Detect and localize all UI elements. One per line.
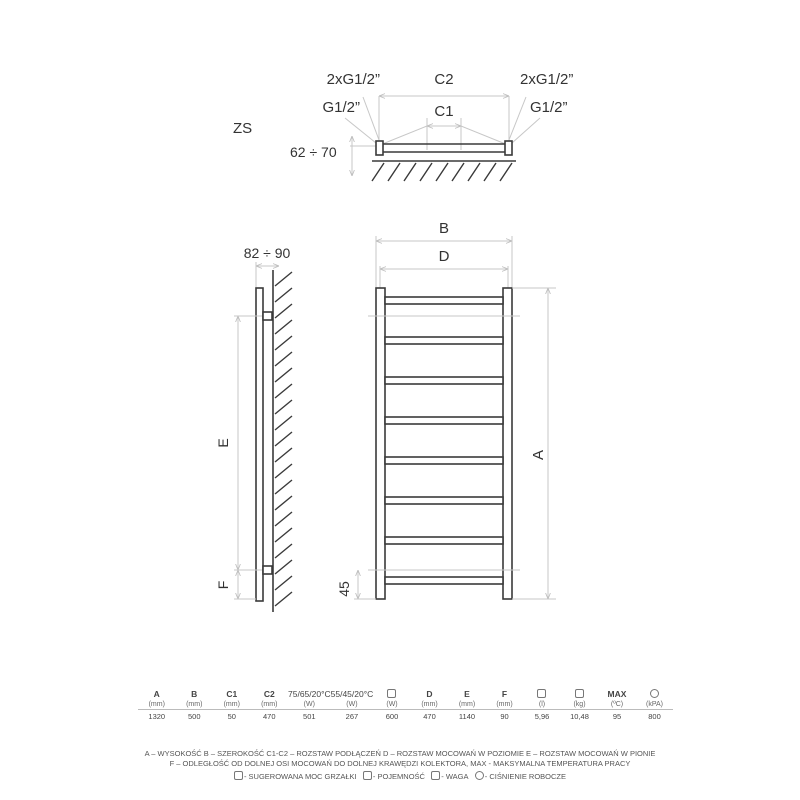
heater-icon [387, 689, 396, 698]
c1-left-leader [380, 126, 427, 145]
wall-hatch-line [275, 400, 292, 414]
side-view [215, 245, 292, 612]
legend-power: - SUGEROWANA MOC GRZAŁKI [243, 772, 357, 781]
top-view [233, 71, 573, 181]
b-label: B [438, 220, 450, 237]
spec-value-cell: 600 [373, 710, 411, 724]
spec-table [138, 688, 673, 723]
wall-hatch-line [275, 336, 292, 350]
spec-unit-cell: (mm) [421, 700, 438, 708]
heater-icon [234, 771, 243, 780]
spec-header-cell [636, 688, 674, 699]
wall-hatch-line [275, 384, 292, 398]
legend-weight: - WAGA [441, 772, 469, 781]
legend-line-2: F – ODLEGŁOŚĆ OD DOLNEJ OSI MOCOWAŃ DO DOLNEJ KRAWĘDZI KOLEKTORA, MAX - MAKSYMALNA TEMPERATURA PRACY [169, 759, 631, 768]
spec-unit-cell: (mm) [223, 700, 240, 708]
wall-distance-label: 62 ÷ 70 [290, 144, 337, 160]
heating-rung [385, 337, 503, 344]
capacity-icon [363, 771, 372, 780]
side-bracket-top [263, 312, 272, 320]
spec-value-cell: 5,96 [523, 710, 561, 724]
heating-rung [385, 377, 503, 384]
rung-group [385, 297, 503, 584]
model-label: ZS [233, 120, 253, 137]
spec-unit-cell: (mm) [186, 700, 203, 708]
legend-line-1: A – WYSOKOŚĆ B – SZEROKOŚĆ C1-C2 – ROZSTAW PODŁĄCZEŃ D – ROZSTAW MOCOWAŃ W POZIOMIE E – ROZSTAW MOCOWAŃ W PIONIE [144, 749, 656, 758]
spec-header-cell: 55/45/20°C [330, 688, 374, 699]
spec-header-cell: F [501, 688, 508, 699]
wall-hatch-line [275, 528, 292, 542]
left-inner-connection-label: G1/2” [322, 99, 360, 116]
wall-hatch-line [275, 480, 292, 494]
wall-hatch-line [275, 592, 292, 606]
spec-header-cell: C2 [263, 688, 275, 699]
spec-unit-cell: (ºC) [610, 700, 624, 708]
c2-label: C2 [434, 71, 454, 88]
wall-hatch-line [275, 272, 292, 286]
spec-value-cell: 470 [251, 710, 289, 724]
wall-hatch-line [275, 576, 292, 590]
spec-unit-cell: (mm) [261, 700, 278, 708]
spec-value-cell: 10,48 [561, 710, 599, 724]
pressure-icon [650, 689, 659, 698]
heating-rung [385, 417, 503, 424]
wall-hatch-line [275, 304, 292, 318]
legend-pressure: - CIŚNIENIE ROBOCZE [484, 772, 567, 781]
wall-hatch-line [275, 464, 292, 478]
right-inner-connection-label: G1/2” [530, 99, 568, 116]
spec-unit-cell: (l) [538, 700, 546, 708]
spec-value-cell: 501 [288, 710, 331, 724]
spec-unit-cell: (W) [303, 700, 315, 708]
wall-hatch-line [275, 320, 292, 334]
legend-icons-row [40, 771, 760, 781]
spec-header-cell: D [426, 688, 433, 699]
c1-label: C1 [434, 103, 454, 120]
right-collector-top [505, 141, 512, 155]
right-collector [503, 288, 512, 599]
wall-hatch-line [275, 512, 292, 526]
wall-hatch-line [275, 432, 292, 446]
side-bracket-bottom [263, 566, 272, 574]
spec-header-cell [523, 688, 561, 699]
wall-hatch-line [275, 288, 292, 302]
wall-hatch-line [275, 496, 292, 510]
right-outer-leader [509, 97, 526, 140]
spec-header-cell: C1 [226, 688, 238, 699]
spec-unit-cell: (kg) [573, 700, 586, 708]
front-view [336, 220, 556, 599]
heating-rung [385, 577, 503, 584]
spec-value-cell: 800 [636, 710, 674, 724]
spec-unit-cell: (mm) [148, 700, 165, 708]
weight-icon [575, 689, 584, 698]
left-collector [376, 288, 385, 599]
right-outer-connection-label: 2xG1/2” [520, 71, 574, 88]
pressure-icon [475, 771, 484, 780]
depth-label: 82 ÷ 90 [243, 245, 291, 261]
spec-values-row [138, 710, 673, 724]
spec-header-cell [561, 688, 599, 699]
spec-value-cell: 470 [411, 710, 449, 724]
wall-hatch-line [275, 368, 292, 382]
spec-header-cell [373, 688, 411, 699]
spec-value-cell: 95 [598, 710, 636, 724]
spec-value-cell: 1140 [448, 710, 486, 724]
left-inner-leader [345, 118, 376, 143]
d-label: D [438, 248, 450, 265]
spec-header-cell: E [464, 688, 470, 699]
spec-value-cell: 500 [176, 710, 214, 724]
spec-unit-cell: (W) [386, 700, 398, 708]
spec-value-cell: 50 [213, 710, 251, 724]
weight-icon [431, 771, 440, 780]
wall-hatch-side [275, 272, 292, 606]
left-collector-top [376, 141, 383, 155]
capacity-icon [537, 689, 546, 698]
spec-value-cell: 1320 [138, 710, 176, 724]
spec-unit-cell: (mm) [496, 700, 513, 708]
bottom-offset-label: 45 [336, 581, 352, 597]
heating-rung [385, 297, 503, 304]
spec-header-cell: A [153, 688, 160, 699]
heating-rung [385, 457, 503, 464]
spec-header-cell: 75/65/20°C [288, 688, 331, 699]
wall-hatch-top [372, 163, 512, 181]
wall-hatch-line [275, 560, 292, 574]
wall-hatch-line [275, 448, 292, 462]
wall-hatch-line [275, 352, 292, 366]
spec-header-row [138, 688, 673, 699]
a-label: A [530, 449, 547, 461]
spec-units-row [138, 699, 673, 710]
side-collector [256, 288, 263, 601]
spec-unit-cell: (mm) [458, 700, 476, 708]
spec-value-cell: 267 [331, 710, 374, 724]
e-label: E [215, 438, 231, 448]
left-outer-connection-label: 2xG1/2” [326, 71, 380, 88]
left-outer-leader [363, 97, 379, 140]
spec-unit-cell: (kPA) [646, 700, 663, 708]
f-label: F [215, 580, 231, 590]
spec-unit-cell: (W) [346, 700, 358, 708]
wall-hatch-line [275, 416, 292, 430]
spec-value-cell: 90 [486, 710, 524, 724]
legend-capacity: - POJEMNOŚĆ [372, 772, 425, 781]
spec-header-cell: MAX [607, 688, 627, 699]
heating-rung [385, 497, 503, 504]
wall-hatch-line [275, 544, 292, 558]
spec-header-cell: B [191, 688, 198, 699]
heating-rung [385, 537, 503, 544]
c1-right-leader [461, 126, 508, 145]
